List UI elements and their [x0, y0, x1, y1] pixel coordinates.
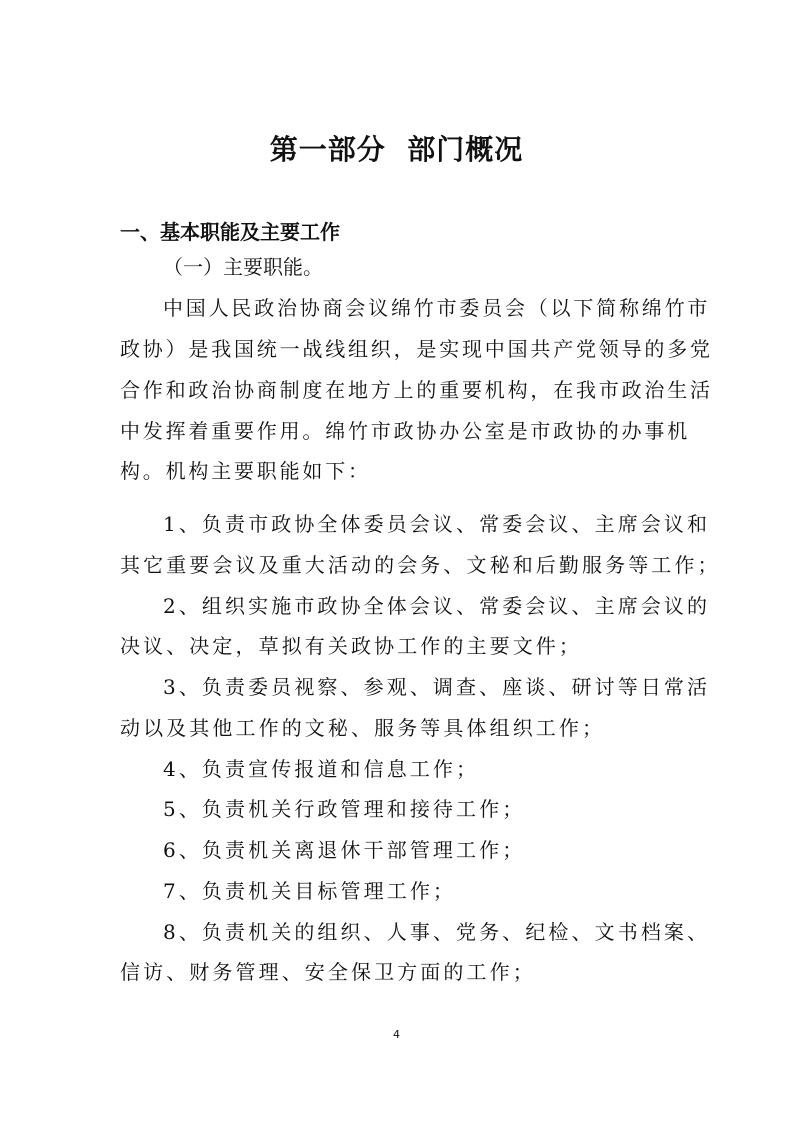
intro-line: 构。机构主要职能如下：: [120, 459, 371, 483]
list-item-line: 6、负责机关离退休干部管理工作；: [163, 838, 526, 862]
list-item-line: 2、组织实施市政协全体会议、常委会议、主席会议的: [163, 594, 711, 618]
list-item-line: 1、负责市政协全体委员会议、常委会议、主席会议和: [163, 512, 711, 536]
list-item-line: 8、负责机关的组织、人事、党务、纪检、文书档案、: [163, 920, 711, 944]
list-item-line: 其它重要会议及重大活动的会务、文秘和后勤服务等工作；: [120, 553, 721, 577]
page-title: 第一部分 部门概况: [269, 133, 524, 166]
intro-line: 政协）是我国统一战线组织，是实现中国共产党领导的多党: [120, 337, 713, 361]
section-heading: 一、基本职能及主要工作: [120, 220, 340, 244]
list-item-line: 7、负责机关目标管理工作；: [163, 879, 457, 903]
list-item-line: 动以及其他工作的文秘、服务等具体组织工作；: [120, 716, 606, 740]
list-item-line: 信访、财务管理、安全保卫方面的工作；: [120, 960, 536, 984]
intro-line: 中发挥着重要作用。绵竹市政协办公室是市政协的办事机: [120, 419, 690, 443]
subsection-heading: （一）主要职能。: [163, 255, 323, 279]
list-item-line: 4、负责宣传报道和信息工作；: [163, 757, 480, 781]
list-item-line: 决议、决定，草拟有关政协工作的主要文件；: [120, 634, 582, 658]
list-item-line: 5、负责机关行政管理和接待工作；: [163, 797, 526, 821]
intro-line: 合作和政治协商制度在地方上的重要机构，在我市政治生活: [120, 378, 713, 402]
page-number: 4: [393, 1028, 400, 1041]
list-item-line: 3、负责委员视察、参观、调查、座谈、研讨等日常活: [163, 675, 711, 699]
intro-line: 中国人民政治协商会议绵竹市委员会（以下简称绵竹市: [163, 296, 711, 320]
